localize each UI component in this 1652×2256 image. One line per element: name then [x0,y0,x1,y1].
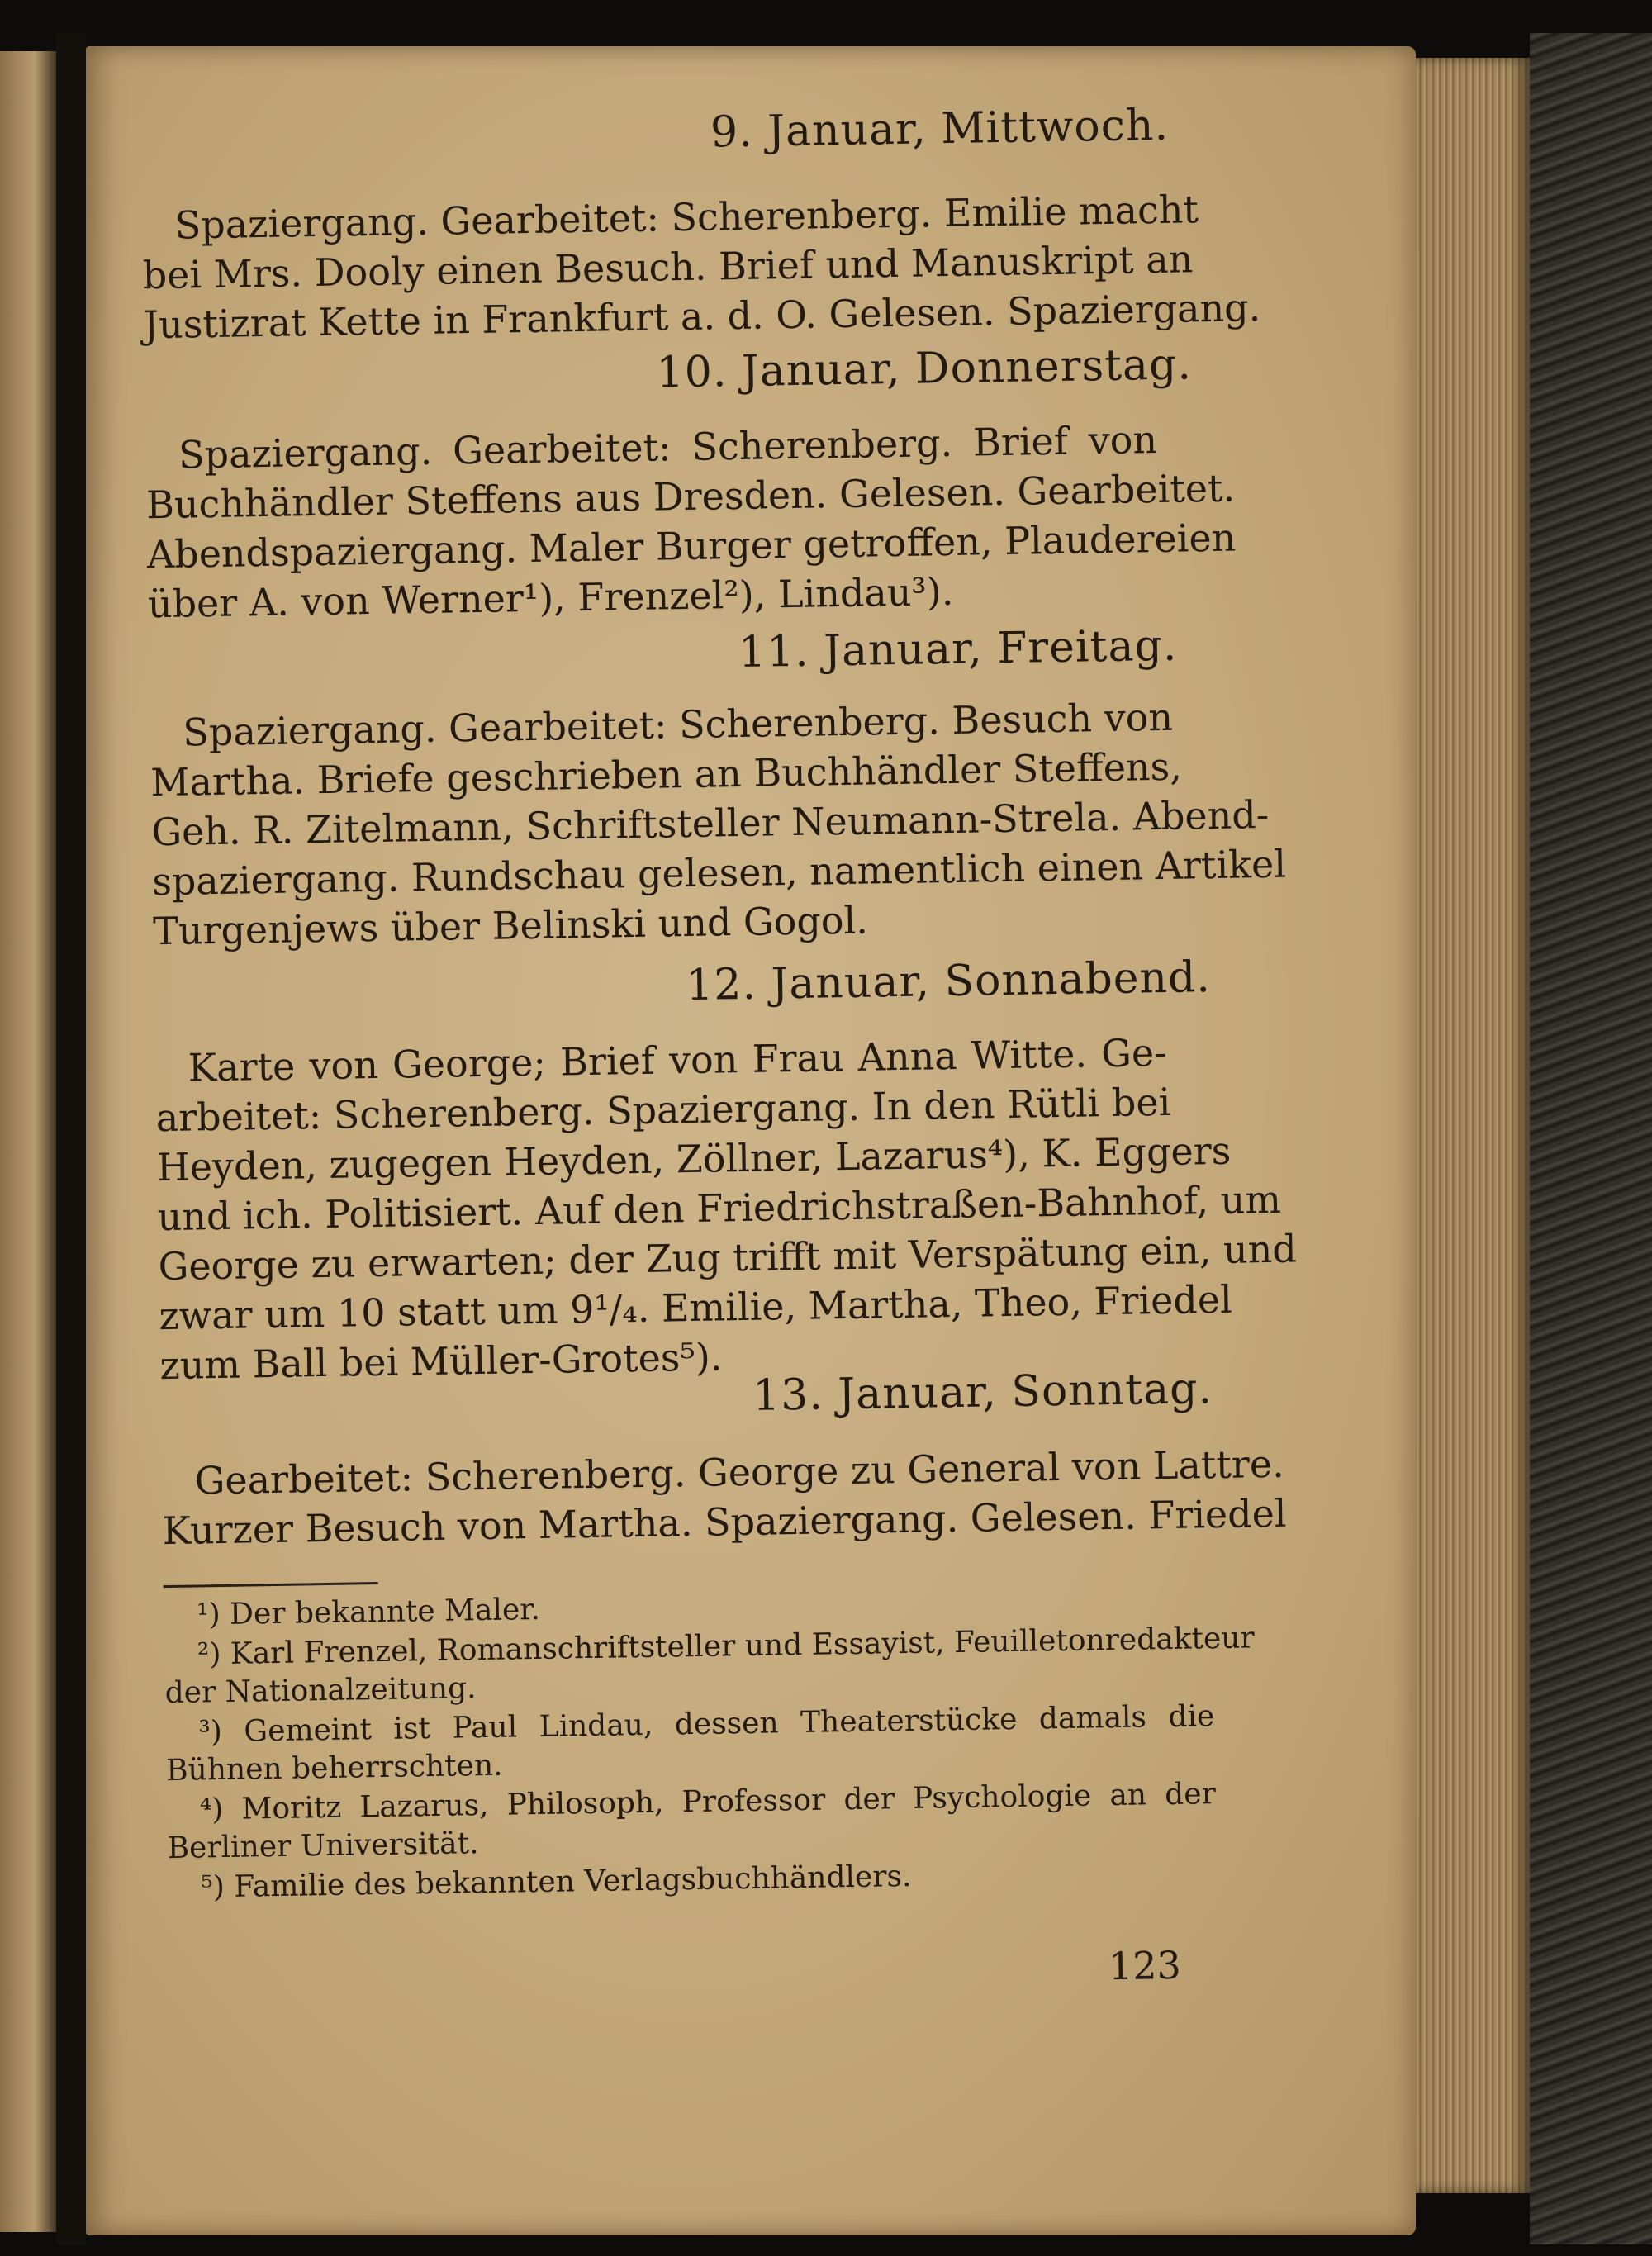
date-heading: 11. Januar, Freitag. [738,620,1178,678]
footnote-line: ³) Gemeint ist Paul Lindau, dessen Theaterstücke damals die [198,1699,1215,1750]
entry-line: Spaziergang. Gearbeitet: Scherenberg. Brief von [178,417,1158,477]
entry-line: Spaziergang. Gearbeitet: Scherenberg. Emilie macht [174,187,1199,248]
entry-line: über A. von Werner¹), Frenzel²), Lindau³). [147,568,954,627]
footnote-line: ²) Karl Frenzel, Romanschriftsteller und Essayist, Feuilletonredakteur [197,1621,1255,1672]
diary-entry [150,692,1287,956]
footnote-line: der Nationalzeitung. [164,1671,477,1711]
footnote [164,1620,1255,1712]
entry-line: zwar um 10 statt um 9¹/₄. Emilie, Martha, Theo, Friedel [159,1276,1233,1339]
entry-line: Turgenjews über Belinski und Gogol. [152,897,869,954]
entry-line: George zu erwarten; der Zug trifft mit Verspätung ein, und [158,1226,1298,1289]
footnote-line: ⁴) Moritz Lazarus, Philosoph, Professor der Psychologie an der [199,1777,1217,1827]
footnote-line: Bühnen beherrschten. [165,1748,503,1788]
entry-line: Geh. R. Zitelmann, Schriftsteller Neumann-Strela. Abend- [150,791,1270,855]
diary-entry [145,415,1237,629]
diary-entry [141,185,1261,349]
entry-line: Buchhändler Steffens aus Dresden. Gelesen. Gearbeitet. [145,465,1236,528]
date-heading: 12. Januar, Sonnabend. [685,952,1212,1011]
entry-line: spaziergang. Rundschau gelesen, namentlich einen Artikel [151,841,1287,905]
entry-line: Karte von George; Brief von Frau Anna Witte. Ge- [188,1029,1168,1090]
footnote-line: ⁵) Familie des bekannten Verlagsbuchhändlers. [201,1859,912,1905]
footnote-line: Berliner Universität. [167,1826,479,1866]
entry-line: Gearbeitet: Scherenberg. George zu General von Lattre. [194,1441,1285,1503]
entry-line: Justizrat Kette in Frankfurt a. d. O. Gelesen. Spaziergang. [143,285,1261,348]
diary-entry [154,1028,1298,1390]
entry-line: bei Mrs. Dooly einen Besuch. Brief und Manuskript an [142,236,1194,298]
footnote-line: ¹) Der bekannte Maler. [196,1592,541,1632]
page-number: 123 [1108,1942,1182,1989]
diary-entry [161,1441,1287,1555]
entry-line: Spaziergang. Gearbeitet: Scherenberg. Besuch von [182,694,1174,755]
date-heading: 13. Januar, Sonntag. [752,1364,1213,1421]
footnote-rule [164,1582,378,1588]
entry-line: und ich. Politisiert. Auf den Friedrichstraßen-Bahnhof, um [157,1176,1282,1240]
footnote [167,1775,1217,1868]
entry-line: arbeitet: Scherenberg. Spaziergang. In den Rütli bei [155,1079,1171,1141]
entry-line: Heyden, zugegen Heyden, Zöllner, Lazarus⁴), K. Eggers [156,1128,1232,1190]
entry-line: zum Ball bei Müller-Grotes⁵). [159,1334,723,1389]
footnote [165,1698,1215,1790]
entry-line: Abendspaziergang. Maler Burger getroffen, Plaudereien [146,515,1237,577]
date-heading: 10. Januar, Donnerstag. [656,340,1193,398]
entry-line: Kurzer Besuch von Martha. Spaziergang. Gelesen. Friedel [162,1490,1287,1554]
date-heading: 9. Januar, Mittwoch. [710,100,1170,158]
entry-line: Martha. Briefe geschrieben an Buchhändler Steffens, [150,743,1183,805]
